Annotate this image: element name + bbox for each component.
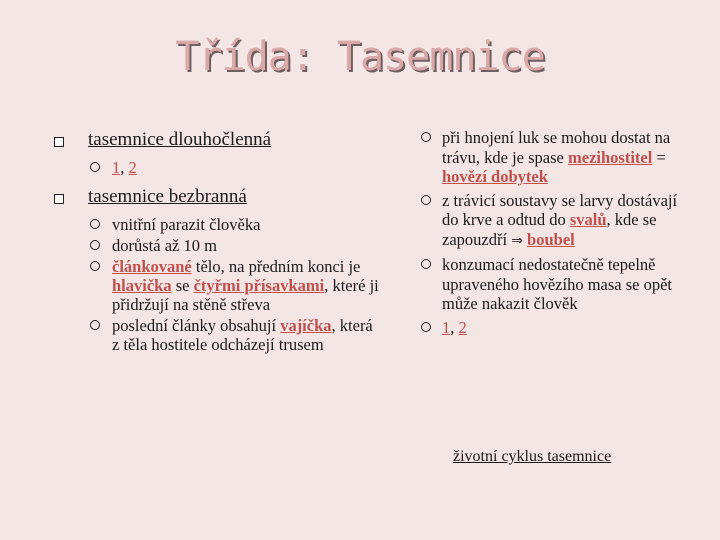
list-item-point	[52, 257, 382, 314]
list-item-links	[418, 318, 683, 338]
link-2[interactable]: 2	[458, 317, 467, 337]
highlight-term: čtyřmi přísavkami	[193, 276, 325, 295]
circle-bullet-icon	[421, 195, 431, 205]
highlight-term: hlavička	[112, 276, 172, 295]
point-text: se	[171, 276, 194, 295]
list-item-point	[418, 191, 683, 252]
list-item-point	[418, 128, 683, 187]
circle-bullet-icon	[90, 320, 100, 330]
slide-title: Třída: Tasemnice	[175, 34, 545, 80]
highlight-term: vajíčka	[280, 316, 332, 335]
list-item-dlouhoclenna	[52, 128, 382, 152]
link-1[interactable]: 1	[442, 317, 451, 337]
point-text: poslední články obsahují	[112, 316, 281, 335]
circle-bullet-icon	[421, 132, 431, 142]
point-text: , které ji přidržují na stěně střeva	[112, 276, 379, 314]
list-item-point	[52, 236, 382, 255]
highlight-term: boubel	[527, 229, 575, 249]
highlight-term: mezihostitel	[568, 147, 653, 167]
circle-bullet-icon	[421, 322, 431, 332]
list-item-point	[52, 215, 382, 234]
link-1[interactable]: 1	[112, 158, 121, 177]
circle-bullet-icon	[90, 240, 100, 250]
link-2[interactable]: 2	[128, 158, 137, 177]
list-item-links	[52, 158, 382, 177]
item-label: tasemnice dlouhočlenná	[88, 129, 272, 150]
square-bullet-icon	[54, 194, 64, 204]
highlight-term: článkované	[112, 257, 192, 276]
highlight-term: svalů	[569, 210, 607, 229]
left-column	[52, 128, 382, 356]
link-separator: ,	[450, 317, 459, 337]
point-text: při hnojení luk se mohou dostat na trávu, kde je spase	[442, 128, 671, 167]
square-bullet-icon	[54, 137, 64, 147]
implies-arrow-icon: ⇒	[511, 232, 523, 249]
point-text: =	[652, 147, 666, 167]
list-item-point	[52, 316, 382, 354]
point-text: vnitřní parazit člověka	[112, 215, 261, 234]
circle-bullet-icon	[90, 219, 100, 229]
link-separator: ,	[120, 158, 129, 177]
point-text: , která z těla hostitele odcházejí trusem	[112, 316, 373, 354]
point-text: dorůstá až 10 m	[112, 236, 217, 255]
point-text: konzumací nedostatečně tepelně upraveného hovězího masa se opět může nakazit člověk	[442, 255, 673, 313]
list-item-point	[418, 255, 683, 314]
point-text: , kde se zapouzdří	[442, 210, 657, 249]
life-cycle-link[interactable]: životní cyklus tasemnice	[453, 448, 612, 465]
point-text: z trávicí soustavy se larvy dostávají do krve a odtud do	[442, 190, 678, 229]
circle-bullet-icon	[421, 259, 431, 269]
right-column	[418, 128, 683, 341]
circle-bullet-icon	[90, 162, 100, 172]
circle-bullet-icon	[90, 261, 100, 271]
point-text: tělo, na předním konci je	[191, 257, 361, 276]
list-item-bezbranna	[52, 185, 382, 209]
item-label: tasemnice bezbranná	[88, 186, 247, 207]
highlight-term: hovězí dobytek	[442, 167, 548, 186]
